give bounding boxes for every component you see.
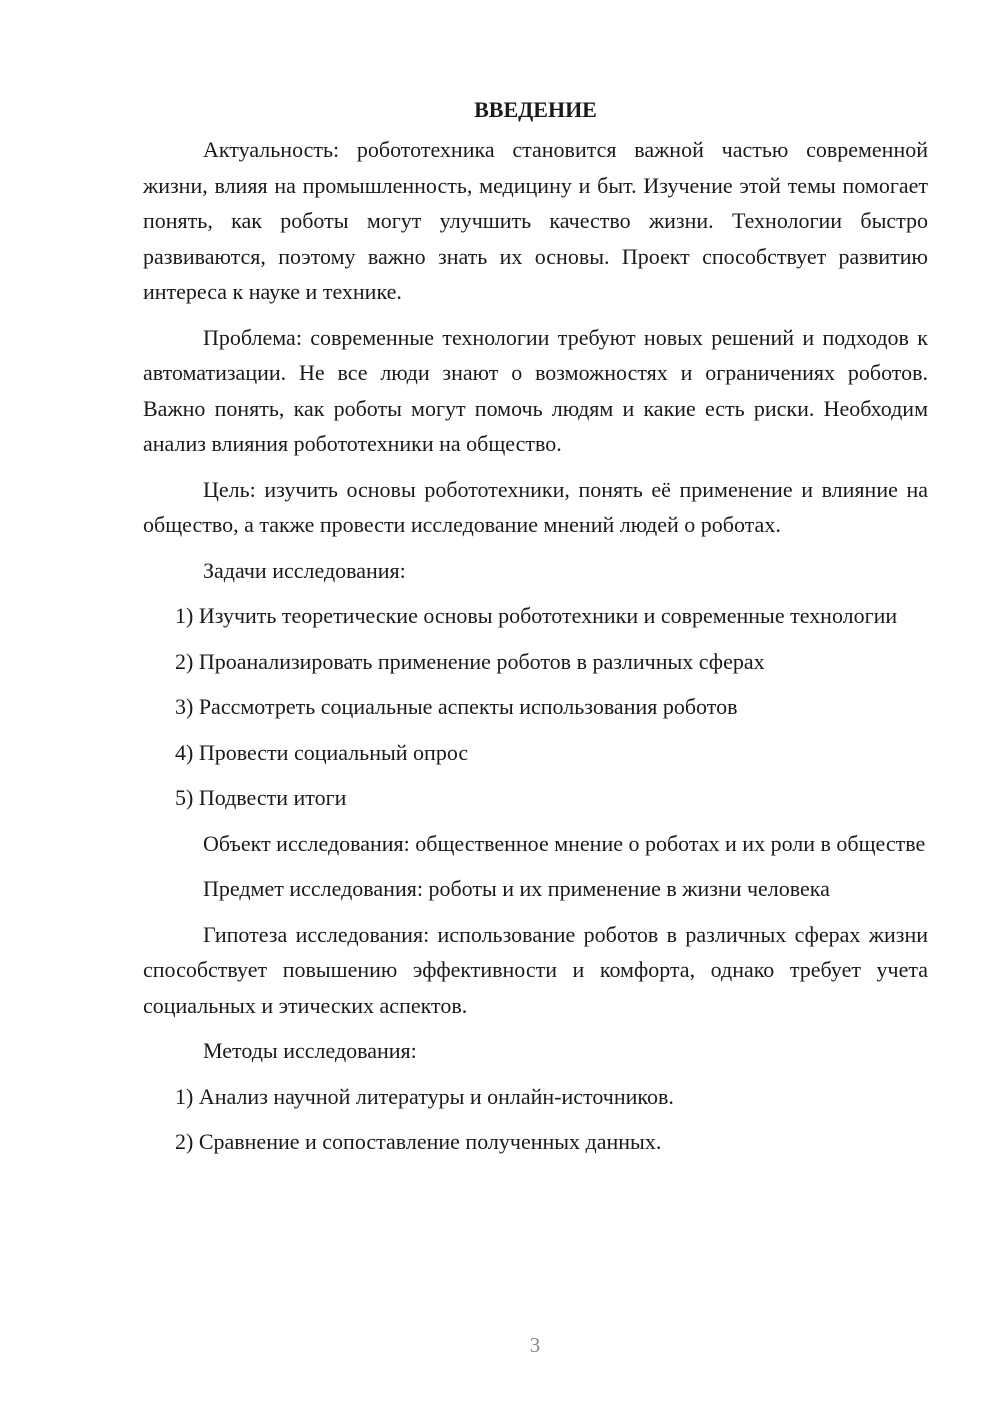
goal-paragraph: Цель: изучить основы робототехники, понять её применение и влияние на общество, а также провести исследование мнений людей о роботах. — [143, 476, 928, 537]
task-item: 1) Изучить теоретические основы робототехники и современные технологии — [175, 603, 898, 628]
relevance-paragraph: Актуальность: робототехника становится важной частью современной жизни, влияя на промышленность, медицину и быт. Изучение этой темы помогает понять, как роботы могут улучшить качество жизни. Технологии быстро развиваются, поэтому важно знать их основы. Проект способствует развитию интереса к науке и технике. — [143, 137, 928, 304]
object-paragraph: Объект исследования: общественное мнение о роботах и их роли в обществе — [203, 830, 926, 856]
method-item: 1) Анализ научной литературы и онлайн-источников. — [175, 1083, 674, 1109]
tasks-heading: Задачи исследования: — [203, 557, 406, 583]
page-title: ВВЕДЕНИЕ — [474, 97, 597, 122]
task-item: 3) Рассмотреть социальные аспекты использования роботов — [175, 694, 738, 719]
task-item: 5) Подвести итоги — [175, 785, 347, 810]
hypothesis-paragraph: Гипотеза исследования: использование роботов в различных сферах жизни способствует повышению эффективности и комфорта, однако требует учета социальных и этических аспектов. — [143, 921, 928, 1018]
task-item: 2) Проанализировать применение роботов в различных сферах — [175, 648, 765, 674]
problem-paragraph: Проблема: современные технологии требуют новых решений и подходов к автоматизации. Не все люди знают о возможностях и ограничениях роботов. Важно понять, как роботы могут помочь людям и какие есть риски. Необходим анализ влияния робототехники на общество. — [143, 324, 928, 456]
method-item: 2) Сравнение и сопоставление полученных данных. — [175, 1129, 662, 1154]
subject-paragraph: Предмет исследования: роботы и их применение в жизни человека — [203, 876, 830, 901]
task-item: 4) Провести социальный опрос — [175, 739, 469, 765]
page-number: 3 — [529, 1333, 541, 1357]
document-page — [143, 92, 928, 1160]
methods-heading: Методы исследования: — [203, 1038, 417, 1063]
